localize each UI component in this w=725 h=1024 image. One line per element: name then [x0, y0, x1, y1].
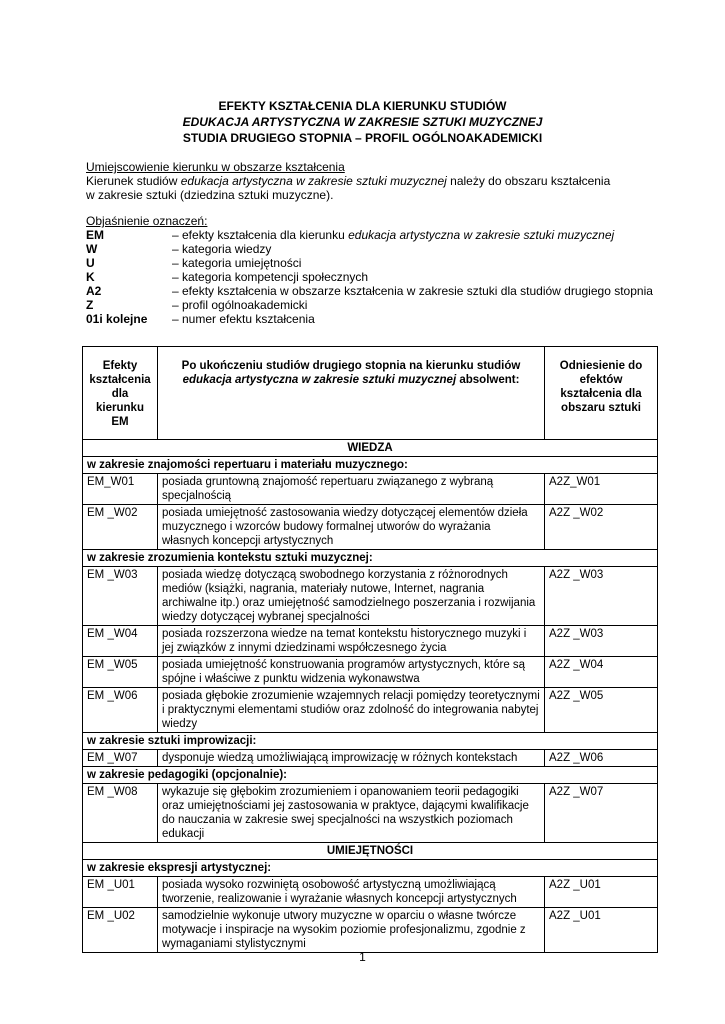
outcome-reference: A2Z _W06	[545, 750, 658, 767]
title-line-1: EFEKTY KSZTAŁCENIA DLA KIERUNKU STUDIÓW	[218, 99, 507, 113]
legend-em-prefix: – efekty kształcenia dla kierunku	[172, 228, 349, 242]
table-row	[83, 657, 658, 688]
outcome-code: EM _W04	[83, 626, 158, 657]
category-row	[83, 843, 658, 860]
subcategory-improwizacji: w zakresie sztuki improwizacji:	[83, 733, 658, 750]
placement-section	[86, 160, 610, 202]
outcome-description: posiada umiejętność zastosowania wiedzy dotyczącej elementów dzieła muzycznego i wzorców budowy formalnej utworów do wyrażania własnych koncepcji artystycznych	[158, 505, 545, 550]
placement-text-italic: edukacja artystyczna w zakresie sztuki muzycznej	[180, 174, 447, 188]
outcome-description: posiada gruntowną znajomość repertuaru związanego z wybraną specjalnością	[158, 474, 545, 505]
legend-value	[172, 228, 656, 242]
table-row	[83, 784, 658, 843]
outcome-description: samodzielnie wykonuje utwory muzyczne w oparciu o własne twórcze motywacje i inspiracje na wysokim poziomie profesjonalizmu, zgodnie z wymaganiami stylistycznymi	[158, 908, 545, 953]
outcome-description: dysponuje wiedzą umożliwiającą improwizację w różnych kontekstach	[158, 750, 545, 767]
legend-value: – kategoria umiejętności	[172, 256, 302, 270]
legend-heading: Objaśnienie oznaczeń:	[86, 214, 208, 228]
table-row	[83, 567, 658, 626]
title-line-3: STUDIA DRUGIEGO STOPNIA – PROFIL OGÓLNOAKADEMICKI	[182, 131, 543, 145]
subcategory-row	[83, 733, 658, 750]
legend-row	[86, 298, 656, 312]
legend-key: W	[86, 242, 98, 256]
outcome-reference: A2Z _W07	[545, 784, 658, 843]
outcome-code: EM _W05	[83, 657, 158, 688]
legend-row-em	[86, 228, 656, 242]
legend-value: – kategoria kompetencji społecznych	[172, 270, 369, 284]
table-row	[83, 688, 658, 733]
legend-em-italic: edukacja artystyczna w zakresie sztuki muzycznej	[348, 228, 615, 242]
header-description-italic: edukacja artystyczna w zakresie sztuki muzycznej	[182, 374, 457, 386]
table-row	[83, 908, 658, 953]
outcome-code: EM _U01	[83, 877, 158, 908]
legend-key: K	[86, 270, 95, 284]
subcategory-kontekst: w zakresie zrozumienia kontekstu sztuki muzycznej:	[83, 550, 658, 567]
legend-row	[86, 256, 656, 270]
header-reference-col: Odniesienie do efektów kształcenia dla obszaru sztuki	[545, 347, 658, 440]
legend-key: A2	[86, 284, 102, 298]
outcome-description: wykazuje się głębokim zrozumieniem i opanowaniem teorii pedagogiki oraz umiejętnościami jej zastosowania w praktyce, dającymi kwalifikacje do nauczania w zakresie swej specjalności na wszystkich poziomach edukacji	[158, 784, 545, 843]
outcome-reference: A2Z _W04	[545, 657, 658, 688]
outcome-reference: A2Z _W05	[545, 688, 658, 733]
subcategory-pedagogiki: w zakresie pedagogiki (opcjonalnie):	[83, 767, 658, 784]
category-row	[83, 440, 658, 457]
subcategory-row	[83, 457, 658, 474]
legend-value: – profil ogólnoakademicki	[172, 298, 308, 312]
header-outcomes-col: Efekty kształcenia dla kierunku EM	[83, 347, 158, 440]
outcome-description: posiada rozszerzona wiedze na temat kontekstu historycznego muzyki i jej związków z innymi dziedzinami współczesnego życia	[158, 626, 545, 657]
outcome-reference: A2Z _W02	[545, 505, 658, 550]
outcome-description: posiada wysoko rozwiniętą osobowość artystyczną umożliwiającą tworzenie, realizowanie i wyrażanie własnych koncepcji artystycznych	[158, 877, 545, 908]
placement-text-line2: w zakresie sztuki (dziedzina sztuki muzyczne).	[86, 188, 334, 202]
outcome-description: posiada głębokie zrozumienie wzajemnych relacji pomiędzy teoretycznymi i praktycznymi elementami studiów oraz zdolność do integrowania nabytej wiedzy	[158, 688, 545, 733]
outcome-code: EM _W06	[83, 688, 158, 733]
subcategory-repertuar: w zakresie znajomości repertuaru i materiału muzycznego:	[83, 457, 658, 474]
page-number: 1	[359, 950, 366, 964]
outcome-reference: A2Z _U01	[545, 877, 658, 908]
learning-outcomes-table	[82, 346, 658, 953]
outcome-code: EM _W08	[83, 784, 158, 843]
legend-key: EM	[86, 228, 104, 242]
header-description-col	[158, 347, 545, 440]
subcategory-row	[83, 550, 658, 567]
placement-text-prefix: Kierunek studiów	[86, 174, 181, 188]
outcome-reference: A2Z_W01	[545, 474, 658, 505]
category-wiedza: WIEDZA	[83, 440, 658, 457]
placement-text	[86, 174, 610, 188]
legend-row	[86, 312, 656, 326]
header-description-line1: Po ukończeniu studiów drugiego stopnia na kierunku studiów	[181, 360, 521, 372]
placement-heading: Umiejscowienie kierunku w obszarze kształcenia	[86, 160, 345, 174]
legend-row	[86, 242, 656, 256]
title-line-2: EDUKACJA ARTYSTYCZNA W ZAKRESIE SZTUKI MUZYCZNEJ	[182, 115, 543, 129]
outcome-code: EM _W02	[83, 505, 158, 550]
legend-key: Z	[86, 298, 94, 312]
legend-key: U	[86, 256, 95, 270]
table-row	[83, 626, 658, 657]
legend-value: – kategoria wiedzy	[172, 242, 272, 256]
table-header-row	[83, 347, 658, 440]
outcome-reference: A2Z _U01	[545, 908, 658, 953]
legend-value: – numer efektu kształcenia	[172, 312, 315, 326]
outcome-description: posiada wiedzę dotyczącą swobodnego korzystania z różnorodnych mediów (książki, nagrania, materiały nutowe, Internet, nagrania archiwalne itp.) oraz umiejętność samodzielnego poszerzania i rozwijania wiedzy dotyczącej wybranej specjalności	[158, 567, 545, 626]
table-row	[83, 474, 658, 505]
outcome-code: EM _U02	[83, 908, 158, 953]
outcome-code: EM _W03	[83, 567, 158, 626]
category-umiejetnosci: UMIEJĘTNOŚCI	[83, 843, 658, 860]
table-row	[83, 877, 658, 908]
legend-row	[86, 270, 656, 284]
subcategory-row	[83, 860, 658, 877]
outcome-description: posiada umiejętność konstruowania programów artystycznych, które są spójne i właściwe z punktu widzenia wykonawstwa	[158, 657, 545, 688]
legend-section	[86, 214, 656, 326]
subcategory-row	[83, 767, 658, 784]
legend-row	[86, 284, 656, 298]
subcategory-ekspresji: w zakresie ekspresji artystycznej:	[83, 860, 658, 877]
table-row	[83, 505, 658, 550]
outcome-reference: A2Z _W03	[545, 626, 658, 657]
document-title	[0, 98, 725, 146]
outcome-code: EM _W07	[83, 750, 158, 767]
legend-value: – efekty kształcenia w obszarze kształcenia w zakresie sztuki dla studiów drugiego stopnia	[172, 284, 653, 298]
outcome-code: EM_W01	[83, 474, 158, 505]
placement-text-suffix: należy do obszaru kształcenia	[446, 174, 611, 188]
outcome-reference: A2Z _W03	[545, 567, 658, 626]
header-description-suffix: absolwent:	[456, 374, 520, 386]
legend-key: 01i kolejne	[86, 312, 148, 326]
table-row	[83, 750, 658, 767]
